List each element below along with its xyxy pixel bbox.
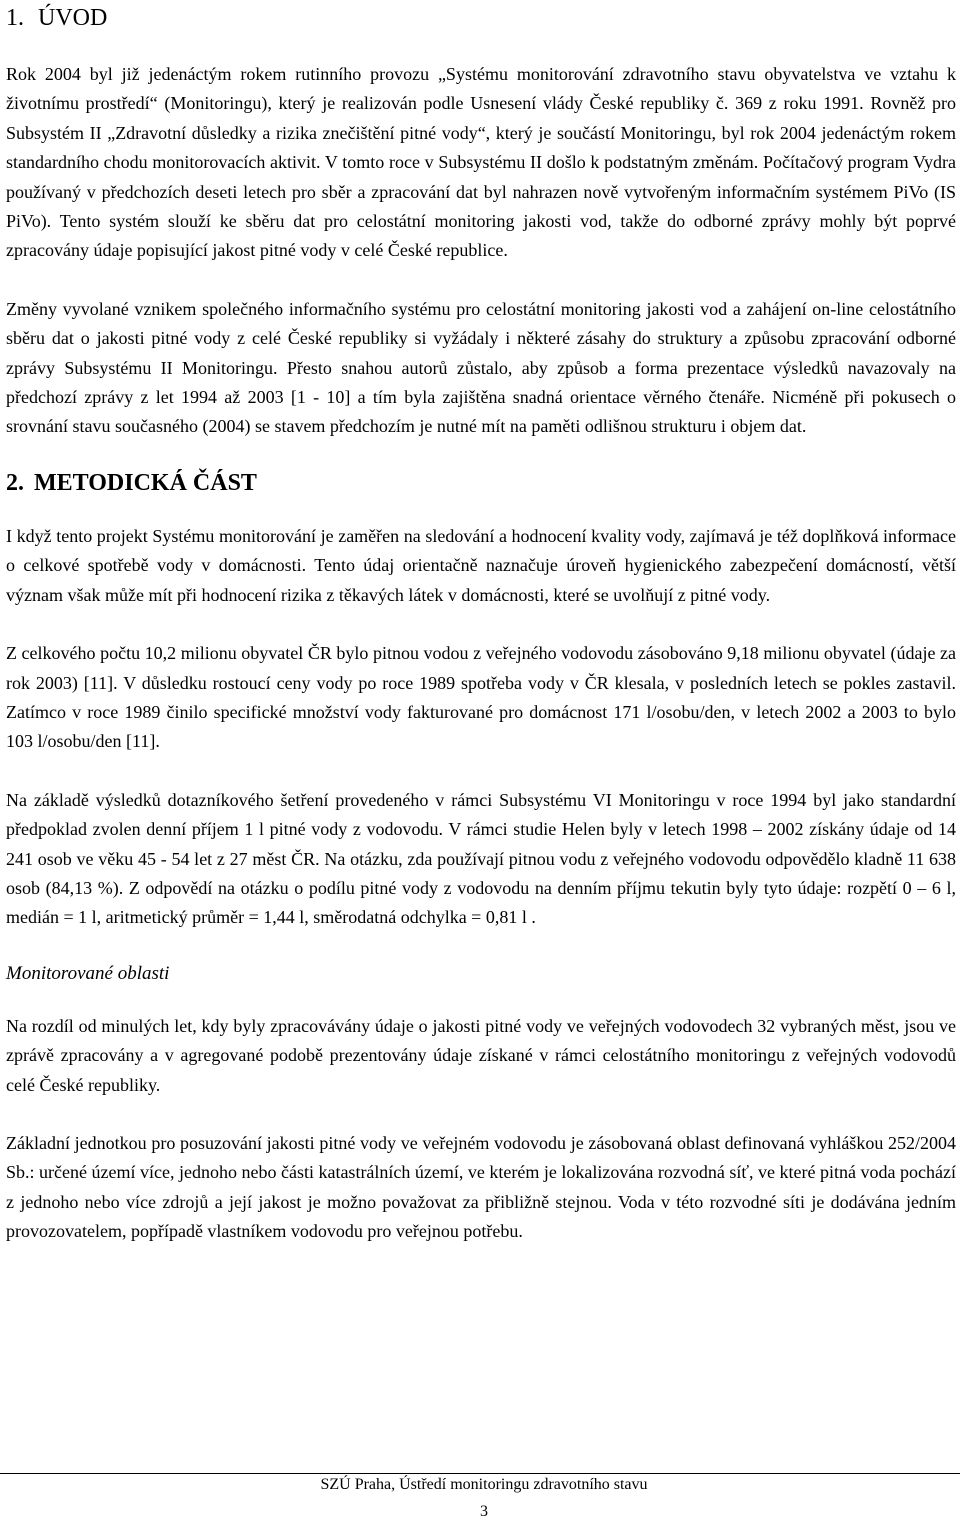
footer-institution: SZÚ Praha, Ústředí monitoringu zdravotního stavu bbox=[320, 1476, 648, 1493]
intro-paragraph-1: Rok 2004 byl již jedenáctým rokem rutinního provozu „Systému monitorování zdravotního stavu obyvatelstva ve vztahu k životnímu prostředí“ (Monitoringu), který je realizován podle Usnesení vlády České republiky č. 369 z roku 1991. Rovněž pro Subsystém II „Zdravotní důsledky a rizika znečištění pitné vody“, který je součástí Monitoringu, byl rok 2004 jedenáctým rokem standardního chodu monitorovacích aktivit. V tomto roce v Subsystému II došlo k podstatným změnám. Počítačový program Vydra používaný v předchozích deseti letech pro sběr a zpracování dat byl nahrazen nově vytvořeným informačním systémem PiVo (IS PiVo). Tento systém slouží ke sběru dat pro celostátní monitoring jakosti vod, takže do odborné zprávy mohly být poprvé zpracovány údaje popisující jakost pitné vody v celé České republice. bbox=[6, 64, 956, 261]
subsection-paragraph-1: Na rozdíl od minulých let, kdy byly zpracovávány údaje o jakosti pitné vody ve veřejných vodovodech 32 vybraných měst, jsou ve zprávě zpracovány a v agregované podobě prezentovány údaje získané v rámci celostátního monitoringu z veřejných vodovodů celé České republiky. bbox=[6, 1015, 956, 1095]
subsection-paragraph-2: Základní jednotkou pro posuzování jakosti pitné vody ve veřejném vodovodu je zásobovaná oblast definovaná vyhláškou 252/2004 Sb.: určené území více, jednoho nebo části katastrálních území, ve kterém je lokalizována rozvodná síť, ve které pitná voda pochází z jednoho nebo více zdrojů a její jakost je možno považovat za přibližně stejnou. Voda v této rozvodné síti je dodávána jedním provozovatelem, popřípadě vlastníkem vodovodu pro veřejnou potřebu. bbox=[6, 1132, 956, 1242]
method-paragraph-2: Z celkového počtu 10,2 milionu obyvatel ČR bylo pitnou vodou z veřejného vodovodu zásobováno 9,18 milionu obyvatel (údaje za rok 2003) [11]. V důsledku rostoucí ceny vody po roce 1989 spotřeba vody v ČR klesala, v posledních letech se pokles zastavil. Zatímco v roce 1989 činilo specifické množství vody fakturované pro domácnost 171 l/osobu/den, v letech 2002 a 2003 to bylo 103 l/osobu/den [11]. bbox=[6, 643, 956, 752]
page-number: 3 bbox=[480, 1503, 488, 1520]
subsection-heading: Monitorované oblasti bbox=[6, 962, 170, 984]
section-2-number: 2. bbox=[6, 469, 24, 496]
document-page bbox=[6, 0, 956, 1247]
section-1-number: 1. bbox=[6, 5, 24, 31]
page-footer bbox=[0, 1473, 960, 1522]
section-1-heading bbox=[6, 2, 956, 34]
method-paragraph-1: I když tento projekt Systému monitorování je zaměřen na sledování a hodnocení kvality vody, zajímavá je též doplňková informace o celkové spotřebě vody v domácnosti. Tento údaj orientačně naznačuje úroveň hygienického zabezpečení domácností, větší význam však může mít při hodnocení rizika z těkavých látek v domácnosti, které se uvolňují z pitné vody. bbox=[6, 525, 956, 605]
section-1-title: ÚVOD bbox=[38, 5, 108, 31]
section-2-heading bbox=[6, 468, 956, 498]
intro-paragraph-2: Změny vyvolané vznikem společného informačního systému pro celostátní monitoring jakosti vod a zahájení on-line celostátního sběru dat o jakosti pitné vody z celé České republiky si vyžádaly i některé zásahy do struktury a způsobu zpracování odborné zprávy Subsystému II Monitoringu. Přesto snahou autorů zůstalo, aby způsob a forma prezentace výsledků navazovaly na předchozí zprávy z let 1994 až 2003 [1 - 10] a tím byla zajištěna snadná orientace věrného čtenáře. Nicméně při pokusech o srovnání stavu současného (2004) se stavem předchozím je nutné mít na paměti odlišnou strukturu i objem dat. bbox=[6, 298, 956, 437]
method-paragraph-3: Na základě výsledků dotazníkového šetření provedeného v rámci Subsystému VI Monitoringu v roce 1994 byl jako standardní předpoklad zvolen denní příjem 1 l pitné vody z vodovodu. V rámci studie Helen byly v letech 1998 – 2002 získány údaje od 14 241 osob ve věku 45 - 54 let z 27 měst ČR. Na otázku, zda používají pitnou vodu z veřejného vodovodu odpovědělo kladně 11 638 osob (84,13 %). Z odpovědí na otázku o podílu pitné vody z vodovodu na denním příjmu tekutin byly tyto údaje: rozpětí 0 – 6 l, medián = 1 l, aritmetický průměr = 1,44 l, směrodatná odchylka = 0,81 l . bbox=[6, 789, 956, 928]
section-2-title: METODICKÁ ČÁST bbox=[34, 469, 257, 496]
